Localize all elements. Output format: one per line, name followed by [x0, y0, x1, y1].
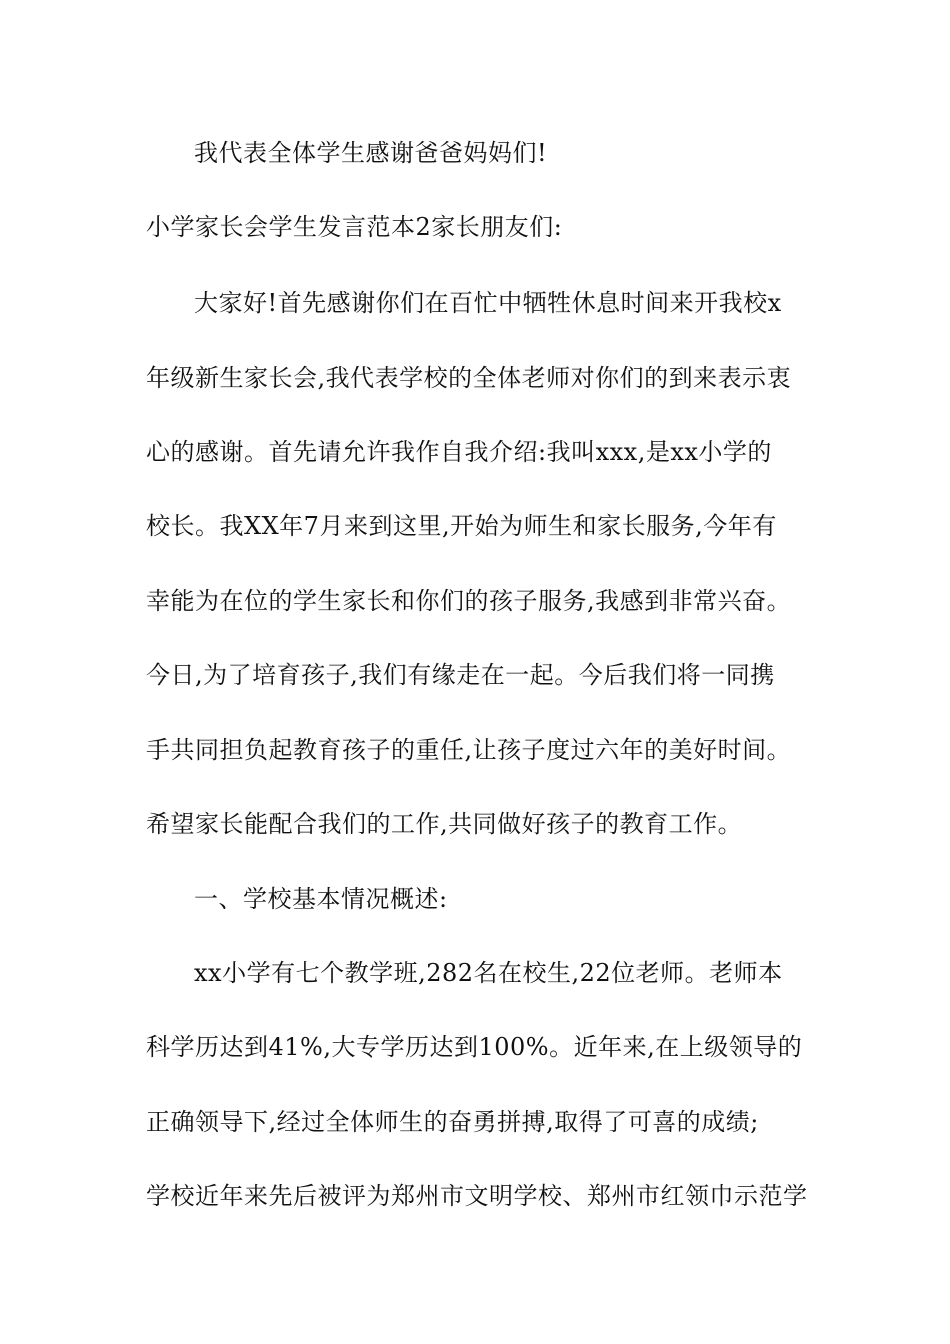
text-line: 年级新生家长会,我代表学校的全体老师对你们的到来表示衷 — [146, 364, 792, 392]
text-line: 学校近年来先后被评为郑州市文明学校、郑州市红领巾示范学 — [146, 1182, 808, 1210]
section-heading: 一、学校基本情况概述: — [194, 885, 448, 913]
text-line: 今日,为了培育孩子,我们有缘走在一起。今后我们将一同携 — [146, 661, 775, 689]
text-line: 手共同担负起教育孩子的重任,让孩子度过六年的美好时间。 — [146, 736, 792, 764]
text-line: 希望家长能配合我们的工作,共同做好孩子的教育工作。 — [146, 810, 743, 838]
text-line: 科学历达到41%,大专学历达到100%。近年来,在上级领导的 — [146, 1033, 803, 1061]
text-line: xx小学有七个教学班,282名在校生,22位老师。老师本 — [194, 959, 783, 987]
text-line: 校长。我XX年7月来到这里,开始为师生和家长服务,今年有 — [146, 512, 777, 540]
text-line: 我代表全体学生感谢爸爸妈妈们! — [194, 139, 548, 167]
text-line: 正确领导下,经过全体师生的奋勇拼搏,取得了可喜的成绩; — [146, 1108, 759, 1136]
text-line: 幸能为在位的学生家长和你们的孩子服务,我感到非常兴奋。 — [146, 587, 792, 615]
text-line: 心的感谢。首先请允许我作自我介绍:我叫xxx,是xx小学的 — [146, 438, 772, 466]
text-line: 大家好!首先感谢你们在百忙中牺牲休息时间来开我校x — [194, 289, 782, 317]
text-line: 小学家长会学生发言范本2家长朋友们: — [146, 213, 563, 241]
